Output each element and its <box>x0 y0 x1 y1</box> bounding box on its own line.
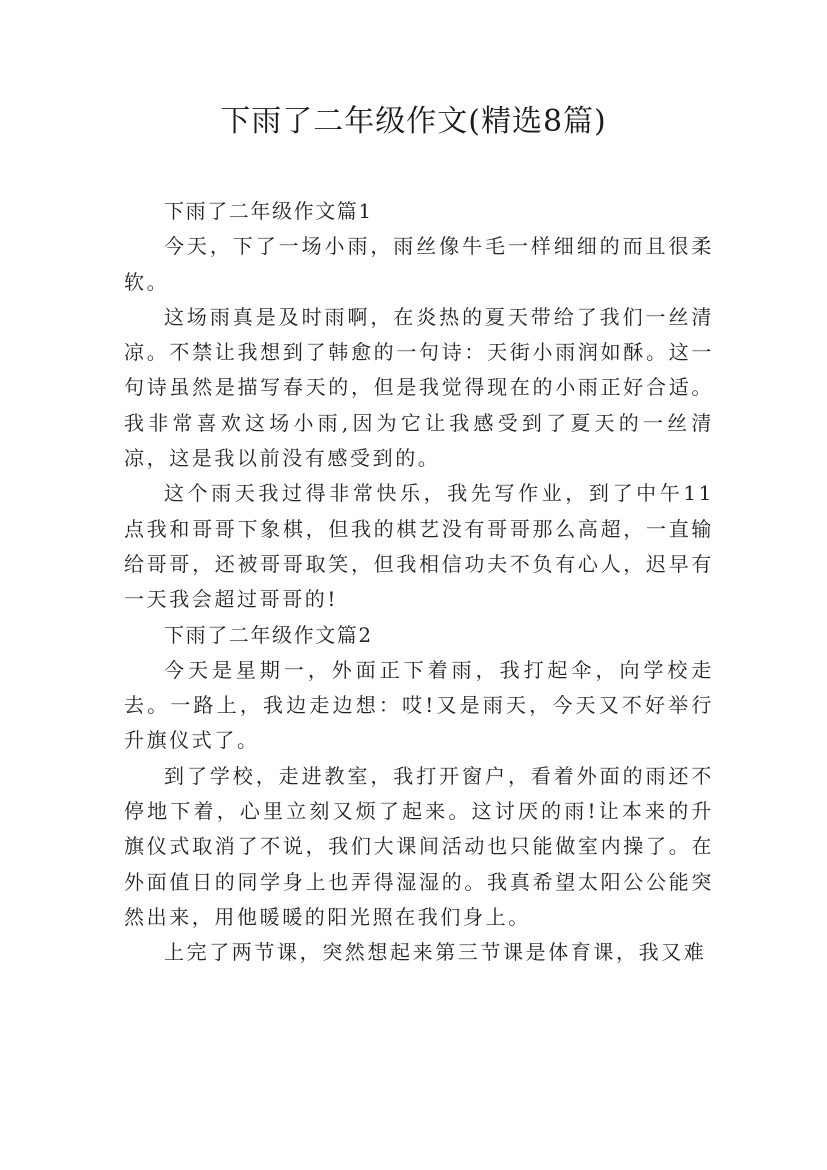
document-title: 下雨了二年级作文(精选8篇) <box>220 104 607 139</box>
document-body <box>124 194 714 971</box>
essay-heading-1: 下雨了二年级作文篇1 <box>164 199 373 223</box>
paragraph: 上完了两节课，突然想起来第三节课是体育课，我又难 <box>164 940 707 965</box>
paragraph: 这场雨真是及时雨啊，在炎热的夏天带给了我们一丝清凉。不禁让我想到了韩愈的一句诗：天街小雨润如酥。这一句诗虽然是描写春天的，但是我觉得现在的小雨正好合适。我非常喜欢这场小雨,因为它让我感受到了夏天的一丝清凉，这是我以前没有感受到的。 <box>124 304 714 471</box>
paragraph: 这个雨天我过得非常快乐，我先写作业，到了中午11点我和哥哥下象棋，但我的棋艺没有哥哥那么高超，一直输给哥哥，还被哥哥取笑，但我相信功夫不负有心人，迟早有一天我会超过哥哥的! <box>124 481 714 612</box>
paragraph: 到了学校，走进教室，我打开窗户，看着外面的雨还不停地下着，心里立刻又烦了起来。这讨厌的雨!让本来的升旗仪式取消了不说，我们大课间活动也只能做室内操了。在外面值日的同学身上也弄得湿湿的。我真希望太阳公公能突然出来，用他暖暖的阳光照在我们身上。 <box>124 763 714 929</box>
essay-heading-2: 下雨了二年级作文篇2 <box>164 622 373 647</box>
paragraph: 今天，下了一场小雨，雨丝像牛毛一样细细的而且很柔软。 <box>124 234 714 294</box>
paragraph: 今天是星期一，外面正下着雨，我打起伞，向学校走去。一路上，我边走边想：哎!又是雨天，今天又不好举行升旗仪式了。 <box>124 657 714 753</box>
